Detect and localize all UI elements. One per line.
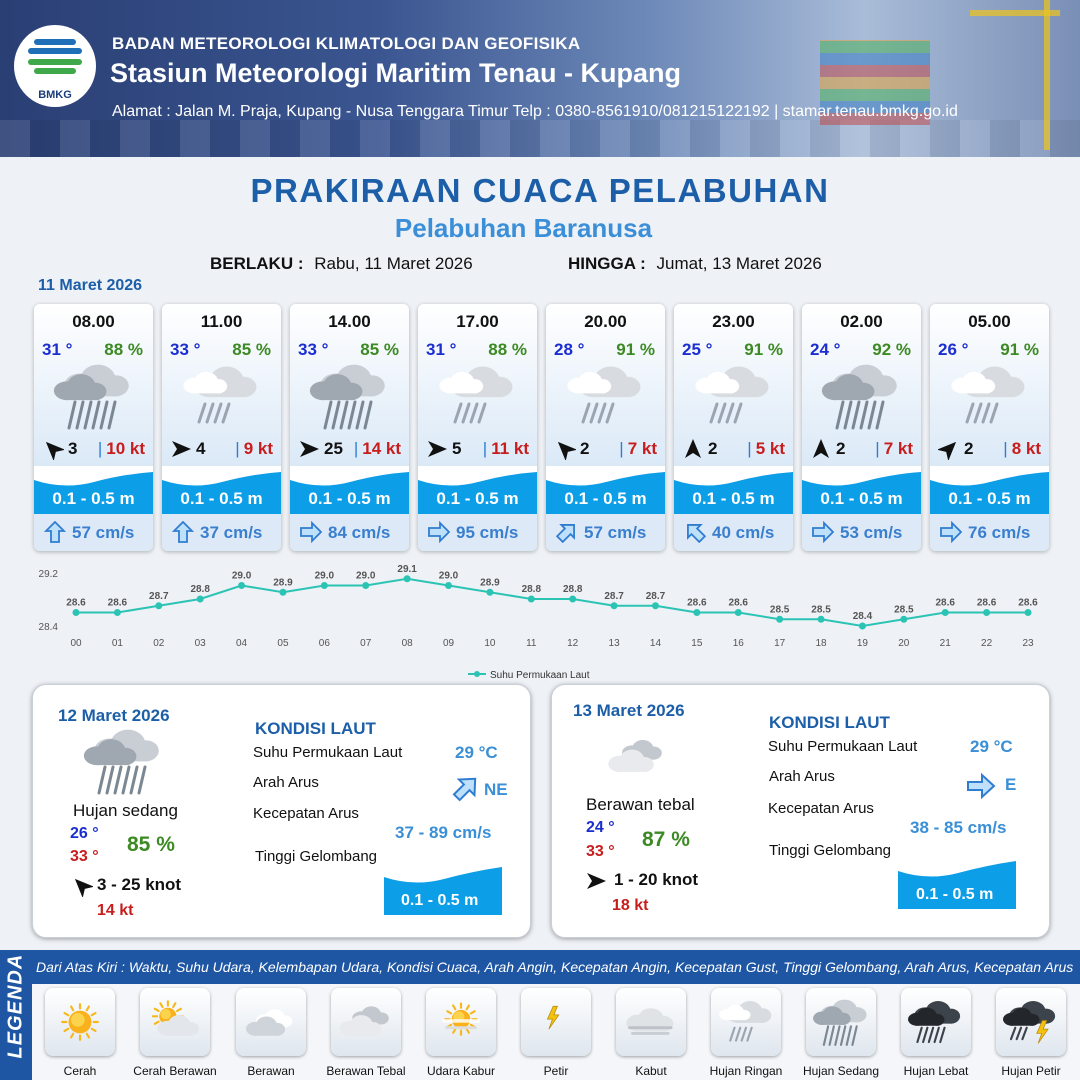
x-tick-label: 10 [484, 638, 496, 649]
sst-data-label: 28.6 [976, 597, 997, 609]
card-humidity: 91 % [744, 340, 783, 359]
chart-legend [468, 670, 590, 681]
card-wave-height: 0.1 - 0.5 m [436, 489, 519, 508]
sst-data-label: 28.7 [645, 590, 666, 602]
legend-description: Dari Atas Kiri : Waktu, Suhu Udara, Kelembapan Udara, Kondisi Cuaca, Arah Angin, Kecepatan Angin, Kecepatan Gust, Tinggi Gelombang, Arah Arus, Kecepatan Arus [32, 950, 1080, 984]
day3-current-speed: 38 - 85 cm/s [910, 818, 1007, 837]
legend-item-label: Berawan [247, 1064, 295, 1078]
day2-current-arrow-icon [451, 773, 481, 803]
hourly-card [290, 304, 409, 551]
day2-date: 12 Maret 2026 [58, 706, 170, 725]
wind-direction-arrow-icon [170, 438, 192, 460]
station-address: Alamat : Jalan M. Praja, Kupang - Nusa Tenggara Timur Telp : 0380-8561910/081215122192 | stamar.tenau.bmkg.go.id [112, 103, 958, 120]
hujan-ringan-icon [947, 360, 1031, 432]
day2-current-dir-label: Arah Arus [253, 774, 319, 791]
legend-item [709, 988, 783, 1078]
hujan-petir-icon [1001, 992, 1061, 1052]
sst-data-label: 28.9 [273, 577, 293, 589]
card-wind-speed: 5 [452, 439, 462, 458]
sst-data-label: 29.0 [231, 570, 252, 582]
sst-data-label: 29.0 [438, 570, 459, 582]
card-humidity: 91 % [616, 340, 655, 359]
valid-from-value: Rabu, 11 Maret 2026 [314, 254, 473, 273]
day2-speed-label: Kecepatan Arus [253, 805, 359, 822]
day2-temp-min: 26 ° [70, 825, 99, 842]
sst-data-point [114, 609, 121, 616]
kabut-icon [621, 992, 681, 1052]
sst-data-point [238, 582, 245, 589]
legend-item [802, 988, 880, 1078]
card-gust-value: 9 kt [243, 439, 273, 458]
card-gust-value: 7 kt [627, 439, 657, 458]
legend-icon-box [711, 988, 781, 1056]
cerah-berawan-icon [145, 992, 205, 1052]
day3-temp-min: 24 ° [586, 819, 615, 836]
sst-data-point [776, 616, 783, 623]
card-wind-row [802, 436, 921, 462]
sst-data-point [652, 602, 659, 609]
legend-icon-box [45, 988, 115, 1056]
legend-icon-box [996, 988, 1066, 1056]
card-temperature: 31 ° [426, 340, 457, 359]
card-wind-speed: 25 [324, 439, 343, 458]
logo-text: BMKG [38, 89, 72, 101]
card-gust: | 14 kt [353, 439, 401, 458]
card-wind-speed: 4 [196, 439, 206, 458]
card-time: 20.00 [584, 312, 627, 331]
legend-item [616, 988, 686, 1078]
card-gust: | 7 kt [619, 439, 657, 458]
card-gust: | 11 kt [482, 439, 529, 458]
wind-direction-arrow-icon [42, 438, 64, 460]
x-tick-label: 01 [111, 638, 123, 649]
legend-item [521, 988, 591, 1078]
x-tick-label: 17 [774, 638, 786, 649]
x-tick-label: 14 [649, 638, 662, 649]
card-time: 17.00 [456, 312, 499, 331]
sst-data-label: 28.6 [1018, 597, 1038, 609]
day2-wind-arrow-icon [71, 875, 93, 897]
sst-data-point [1025, 609, 1032, 616]
hujan-ringan-icon [691, 360, 775, 432]
day2-condition: Hujan sedang [73, 801, 178, 820]
wind-direction-arrow-icon [682, 438, 704, 460]
current-direction-arrow-icon [684, 521, 706, 543]
sst-data-point [73, 609, 80, 616]
card-gust-value: 14 kt [362, 439, 401, 458]
x-tick-label: 03 [194, 638, 206, 649]
card-wave-height: 0.1 - 0.5 m [820, 489, 903, 508]
card-wave-height: 0.1 - 0.5 m [692, 489, 775, 508]
hourly-card [546, 304, 665, 551]
x-tick-label: 13 [608, 638, 620, 649]
x-tick-label: 19 [856, 638, 868, 649]
sst-data-point [818, 616, 825, 623]
sst-data-label: 28.5 [894, 604, 914, 616]
x-tick-label: 16 [732, 638, 744, 649]
day3-kondisi-title: KONDISI LAUT [769, 713, 890, 732]
card-current-row [546, 514, 665, 551]
card-current-speed: 53 cm/s [840, 523, 903, 542]
sst-data-point [404, 575, 411, 582]
x-tick-label: 02 [153, 638, 165, 649]
hujan-lebat-icon [906, 992, 966, 1052]
card-time: 08.00 [72, 312, 115, 331]
hourly-card [930, 304, 1049, 551]
legend-item [236, 988, 306, 1078]
day3-panel [551, 684, 1050, 938]
legend-title: LEGENDA [4, 953, 27, 1059]
legend-item-label: Hujan Petir [1001, 1064, 1061, 1078]
day2-kondisi-title: KONDISI LAUT [255, 719, 376, 738]
card-wind-row [34, 436, 153, 462]
day2-wave: 0.1 - 0.5 m [401, 892, 479, 909]
card-humidity: 92 % [872, 340, 911, 359]
x-tick-label: 23 [1022, 638, 1034, 649]
x-tick-label: 12 [567, 638, 579, 649]
current-direction-arrow-icon [940, 521, 962, 543]
card-current-speed: 76 cm/s [968, 523, 1031, 542]
sst-data-point [362, 582, 369, 589]
card-gust: | 9 kt [235, 439, 273, 458]
legend-item-label: Cerah Berawan [133, 1064, 217, 1078]
sst-data-label: 28.8 [521, 584, 542, 595]
x-tick-label: 18 [815, 638, 827, 649]
card-temperature: 33 ° [298, 340, 329, 359]
card-time: 23.00 [712, 312, 755, 331]
day3-current-arrow-icon [966, 771, 996, 801]
card-wave-height: 0.1 - 0.5 m [564, 489, 647, 508]
hujan-ringan-icon [179, 360, 263, 432]
sst-data-point [859, 623, 866, 630]
sst-data-label: 29.1 [397, 563, 417, 575]
card-gust-value: 10 kt [106, 439, 145, 458]
berawan-tebal-icon [336, 992, 396, 1052]
sst-data-label: 28.8 [562, 584, 583, 595]
card-current-speed: 40 cm/s [712, 523, 775, 542]
day2-current-speed: 37 - 89 cm/s [395, 823, 492, 842]
x-tick-label: 04 [236, 638, 248, 649]
card-wave-height: 0.1 - 0.5 m [52, 489, 135, 508]
day3-current-dir: E [1005, 775, 1017, 794]
card-wave-height: 0.1 - 0.5 m [180, 489, 263, 508]
sst-data-point [279, 589, 286, 596]
card-temperature: 24 ° [810, 340, 841, 359]
legend-icon-box [331, 988, 401, 1056]
card-current-speed: 37 cm/s [200, 523, 263, 542]
card-wind-row [930, 436, 1049, 462]
card-temperature: 26 ° [938, 340, 969, 359]
sst-data-label: 29.0 [314, 570, 335, 582]
card-time: 11.00 [200, 312, 243, 331]
day3-sst-label: Suhu Permukaan Laut [768, 738, 918, 755]
sst-data-point [321, 582, 328, 589]
sst-data-label: 28.6 [935, 597, 955, 609]
legend-icon-box [426, 988, 496, 1056]
card-time: 05.00 [968, 312, 1011, 331]
card-time: 14.00 [328, 312, 371, 331]
day2-sst-label: Suhu Permukaan Laut [253, 744, 403, 761]
legend-icon-box [616, 988, 686, 1056]
card-temperature: 28 ° [554, 340, 585, 359]
header-banner [0, 0, 1080, 157]
sst-data-label: 28.6 [687, 597, 707, 609]
card-humidity: 85 % [232, 340, 271, 359]
card-current-row [802, 514, 921, 551]
sst-data-label: 28.8 [190, 584, 210, 595]
sst-data-label: 28.6 [66, 597, 86, 609]
card-gust-value: 5 kt [755, 439, 785, 458]
port-name: Pelabuhan Baranusa [394, 213, 653, 243]
day2-weather-icon [81, 723, 165, 799]
crane-decoration [1044, 0, 1050, 150]
legend-item-label: Cerah [63, 1064, 97, 1078]
udara-kabur-icon [431, 992, 491, 1052]
sst-data-point [569, 596, 576, 603]
bmkg-logo [14, 25, 96, 107]
day1-date: 11 Maret 2026 [38, 277, 143, 294]
card-humidity: 88 % [488, 340, 527, 359]
card-wind-row [546, 436, 665, 462]
legend-item [426, 988, 496, 1078]
legend-series-name: Suhu Permukaan Laut [490, 670, 590, 681]
legend-item [901, 988, 971, 1078]
card-temperature: 31 ° [42, 340, 73, 359]
hujan-sedang-icon [811, 992, 871, 1052]
y-tick-label: 29.2 [38, 569, 58, 580]
wind-direction-arrow-icon [938, 438, 960, 460]
legend-item [45, 988, 115, 1078]
sst-data-label: 28.9 [480, 577, 500, 589]
card-current-speed: 84 cm/s [328, 523, 391, 542]
card-gust: | 7 kt [875, 439, 913, 458]
card-current-row [930, 514, 1049, 551]
card-gust: | 10 kt [97, 439, 145, 458]
petir-icon [526, 992, 586, 1052]
wind-direction-arrow-icon [298, 438, 320, 460]
day2-panel [32, 684, 531, 938]
day2-temp-max: 33 ° [70, 848, 99, 865]
day2-current-dir: NE [484, 780, 508, 799]
day3-temp-max: 33 ° [586, 843, 615, 860]
sst-data-label: 28.7 [149, 590, 169, 602]
x-tick-label: 06 [318, 638, 330, 649]
station-name: Stasiun Meteorologi Maritim Tenau - Kupang [110, 58, 682, 88]
x-tick-label: 00 [70, 638, 82, 649]
legend-item-label: Udara Kabur [426, 1064, 496, 1078]
current-direction-arrow-icon [172, 521, 194, 543]
card-current-row [674, 514, 793, 551]
day2-wind: 3 - 25 knot [97, 875, 182, 894]
legend-icon-box [521, 988, 591, 1056]
page-title: PRAKIRAAN CUACA PELABUHAN [250, 172, 830, 209]
day3-gust: 18 kt [612, 897, 649, 914]
sst-data-point [942, 609, 949, 616]
sst-data-label: 28.4 [852, 611, 873, 622]
sst-data-label: 29.0 [356, 570, 376, 582]
wind-direction-arrow-icon [426, 438, 448, 460]
hourly-card [162, 304, 281, 551]
sst-series-line [76, 579, 1028, 626]
x-tick-label: 20 [898, 638, 910, 649]
card-wind-speed: 2 [836, 439, 846, 458]
valid-from [210, 254, 473, 274]
sst-data-label: 28.6 [728, 597, 748, 609]
card-gust-value: 11 kt [491, 439, 529, 458]
sst-data-point [983, 609, 990, 616]
card-gust-value: 8 kt [1011, 439, 1041, 458]
berawan-icon [241, 992, 301, 1052]
current-direction-arrow-icon [428, 521, 450, 543]
day3-wave: 0.1 - 0.5 m [916, 886, 994, 903]
legend-item [996, 988, 1066, 1078]
card-wind-speed: 2 [964, 439, 974, 458]
day2-sst: 29 °C [455, 743, 498, 762]
day3-weather-icon [604, 729, 670, 785]
x-tick-label: 22 [981, 638, 993, 649]
card-wave-height: 0.1 - 0.5 m [308, 489, 391, 508]
sst-data-point [445, 582, 452, 589]
card-temperature: 33 ° [170, 340, 201, 359]
legend-item [326, 988, 406, 1078]
sst-data-point [611, 602, 618, 609]
day2-humidity: 85 % [127, 833, 175, 856]
card-current-speed: 95 cm/s [456, 523, 519, 542]
legend-item-label: Petir [543, 1064, 569, 1078]
card-wind-row [418, 436, 537, 462]
valid-to-label: HINGGA : [568, 254, 646, 273]
hourly-card [802, 304, 921, 551]
hourly-card [674, 304, 793, 551]
day2-wave-label: Tinggi Gelombang [255, 848, 378, 865]
x-tick-label: 11 [526, 638, 537, 649]
cerah-icon [50, 992, 110, 1052]
day3-current-dir-label: Arah Arus [769, 768, 835, 785]
sst-data-label: 28.5 [769, 604, 790, 616]
card-time: 02.00 [840, 312, 883, 331]
x-tick-label: 09 [442, 638, 455, 649]
sst-data-point [900, 616, 907, 623]
card-current-row [418, 514, 537, 551]
current-direction-arrow-icon [300, 521, 322, 543]
sst-data-label: 28.6 [107, 597, 128, 609]
current-direction-arrow-icon [44, 521, 66, 543]
hujan-ringan-icon [716, 992, 776, 1052]
x-tick-label: 07 [360, 638, 372, 649]
legend-item [133, 988, 217, 1078]
card-gust: | 8 kt [1003, 439, 1041, 458]
day3-date: 13 Maret 2026 [573, 701, 685, 720]
sst-data-point [528, 596, 535, 603]
day3-speed-label: Kecepatan Arus [768, 800, 874, 817]
x-tick-label: 15 [691, 638, 703, 649]
organization-name: BADAN METEOROLOGI KLIMATOLOGI DAN GEOFISIKA [112, 34, 581, 53]
sst-data-point [197, 596, 204, 603]
legend-item-label: Hujan Ringan [709, 1064, 783, 1078]
day3-condition: Berawan tebal [586, 795, 695, 814]
card-wave-height: 0.1 - 0.5 m [948, 489, 1031, 508]
card-current-speed: 57 cm/s [72, 523, 135, 542]
crane-arm-decoration [970, 10, 1060, 16]
legend-icon-box [806, 988, 876, 1056]
wind-direction-arrow-icon [810, 438, 832, 460]
sst-data-point [693, 609, 700, 616]
legend-icon-box [901, 988, 971, 1056]
header-decoration [0, 120, 1080, 157]
day3-sst: 29 °C [970, 737, 1013, 756]
hujan-sedang-icon [51, 360, 135, 432]
sst-data-label: 28.7 [604, 590, 624, 602]
hujan-sedang-icon [307, 360, 391, 432]
card-temperature: 25 ° [682, 340, 713, 359]
legend-item-label: Hujan Sedang [802, 1064, 880, 1078]
legend-icon-box [236, 988, 306, 1056]
card-current-row [34, 514, 153, 551]
card-current-row [162, 514, 281, 551]
card-wind-row [290, 436, 409, 462]
card-wind-speed: 3 [68, 439, 78, 458]
card-gust: | 5 kt [747, 439, 785, 458]
hujan-ringan-icon [435, 360, 519, 432]
legend-icon-box [140, 988, 210, 1056]
day3-humidity: 87 % [642, 828, 690, 851]
card-humidity: 91 % [1000, 340, 1039, 359]
hujan-ringan-icon [563, 360, 647, 432]
y-tick-label: 28.4 [38, 622, 58, 633]
card-wind-speed: 2 [580, 439, 590, 458]
day3-wind: 1 - 20 knot [614, 870, 699, 889]
current-direction-arrow-icon [556, 521, 578, 543]
x-tick-label: 21 [939, 638, 951, 649]
card-current-speed: 57 cm/s [584, 523, 647, 542]
sst-data-point [155, 602, 162, 609]
card-wind-row [162, 436, 281, 462]
day2-gust: 14 kt [97, 902, 134, 919]
valid-to [568, 254, 822, 274]
card-humidity: 85 % [360, 340, 399, 359]
sst-data-label: 28.5 [811, 604, 831, 616]
card-wind-speed: 2 [708, 439, 718, 458]
x-tick-label: 05 [277, 638, 289, 649]
hourly-card [34, 304, 153, 551]
card-wind-row [674, 436, 793, 462]
wind-direction-arrow-icon [554, 438, 576, 460]
hourly-card [418, 304, 537, 551]
day3-wave-label: Tinggi Gelombang [769, 842, 892, 859]
sst-data-point [735, 609, 742, 616]
card-humidity: 88 % [104, 340, 143, 359]
legend-item-label: Berawan Tebal [326, 1064, 406, 1078]
valid-to-value: Jumat, 13 Maret 2026 [656, 254, 822, 273]
sst-data-point [486, 589, 493, 596]
valid-from-label: BERLAKU : [210, 254, 304, 273]
hujan-sedang-icon [819, 360, 903, 432]
legend-item-label: Hujan Lebat [903, 1064, 969, 1078]
current-direction-arrow-icon [812, 521, 834, 543]
card-current-row [290, 514, 409, 551]
sst-line-chart [20, 560, 1060, 685]
x-tick-label: 08 [401, 638, 413, 649]
card-gust-value: 7 kt [883, 439, 913, 458]
day3-wind-arrow-icon [585, 870, 607, 892]
legend-item-label: Kabut [635, 1064, 667, 1078]
